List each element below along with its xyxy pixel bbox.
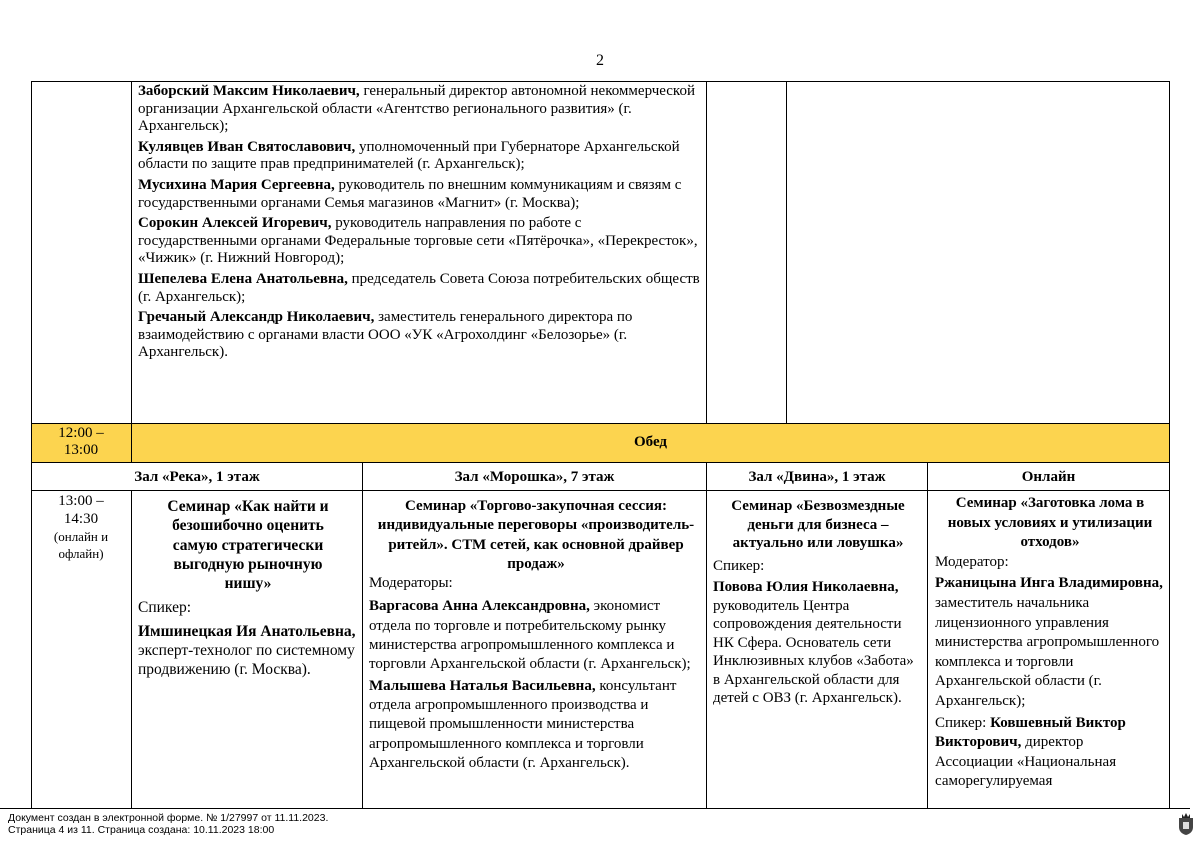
participant-entry: [138, 271, 704, 306]
seminar-dvina: [713, 497, 923, 708]
participant-entry: [138, 215, 704, 268]
lunch-label: Обед: [633, 434, 668, 450]
speaker-role: директор Ассоциации «Национальная саморегулируемая: [935, 734, 1117, 790]
seminar-title: Семинар «Как найти и безошибочно оценить самую стратегически выгодную рыночную нишу»: [167, 498, 329, 593]
participant-entry: [138, 139, 704, 174]
col-divider: [131, 81, 132, 424]
speaker: [713, 578, 923, 708]
speaker-name: Ковшевный Виктор Викторович,: [935, 714, 1126, 751]
speaker: [138, 622, 358, 680]
coat-of-arms-icon: [1177, 812, 1195, 836]
speaker-role: руководитель Центра сопровождения деятельности НК Сфера. Основатель сети Инклюзивных клубов «Забота» в Архангельской области для детей с ОВЗ (г. Архангельск).: [713, 597, 914, 706]
participant-role: руководитель по внешним коммуникациям и связям с государственными органами Семья магазинов «Магнит» (г. Москва);: [138, 176, 682, 211]
footer-page-line: Страница 4 из 11. Страница создана: 10.11.2023 18:00: [8, 824, 275, 836]
table-border-left: [31, 81, 32, 809]
col-divider: [706, 462, 707, 808]
lunch-time: 12:00 – 13:00: [58, 425, 104, 459]
participant-name: Кулявцев Иван Святославович,: [138, 138, 356, 155]
participant-name: Сорокин Алексей Игоревич,: [138, 215, 332, 232]
speaker-label: Спикер:: [138, 599, 192, 617]
speaker: [935, 714, 1165, 792]
moderator-role: консультант отдела агропромышленного производства и пищевой промышленности министерства агропромышленного комплекса и торговли Архангельской области (г. Архангельск).: [369, 677, 677, 771]
participant-role: председатель Совета Союза потребительских обществ (г. Архангельск);: [138, 270, 700, 305]
moderator: [369, 677, 703, 773]
seminar-title: Семинар «Заготовка лома в новых условиях и утилизации отходов»: [947, 495, 1153, 551]
seminar-online: [935, 494, 1165, 792]
page-number: 2: [596, 52, 604, 69]
moderator-name: Ржаницына Инга Владимировна,: [935, 575, 1163, 592]
participants-list: [138, 83, 704, 365]
seminar-title: Семинар «Торгово-закупочная сессия: индивидуальные переговоры «производитель-ритейл». СТМ сетей, как основной драйвер продаж»: [377, 498, 695, 572]
speaker-label: Спикер:: [935, 714, 987, 731]
col-divider: [706, 81, 707, 424]
moderator: [935, 574, 1165, 711]
participant-role: руководитель направления по работе с государственными органами Федеральные торговые сети «Пятёрочка», «Перекресток», «Чижик» (г. Нижний Новгород);: [138, 215, 698, 267]
seminar-reka: [138, 497, 358, 680]
moderator-name: Варгасова Анна Александровна,: [369, 598, 590, 615]
col-divider: [131, 490, 132, 808]
seminar-moroshka: [369, 497, 703, 773]
table-border-top: [31, 81, 1170, 82]
session-time-cell: [48, 492, 114, 562]
hall-header-moroshka: Зал «Морошка», 7 этаж: [454, 469, 615, 485]
moderator-name: Малышева Наталья Васильевна,: [369, 677, 596, 694]
seminar-title: Семинар «Безвозмездные деньги для бизнеса – актуально или ловушка»: [731, 498, 905, 551]
row-divider: [31, 423, 1170, 424]
moderator-label: Модератор:: [935, 553, 1009, 570]
col-divider: [927, 462, 928, 808]
participant-role: генеральный директор автономной некоммерческой организации Архангельской области «Агентство регионального развития» (г. Архангельск);: [138, 83, 695, 135]
footer-rule: [0, 808, 1190, 809]
speaker-name: Повова Юлия Николаевна,: [713, 579, 899, 595]
table-border-right: [1169, 81, 1170, 809]
speaker-name: Имшинецкая Ия Анатольевна,: [138, 622, 356, 640]
session-mode: (онлайн и офлайн): [53, 529, 109, 561]
hall-header-online: Онлайн: [1021, 469, 1076, 485]
moderator: [369, 597, 703, 674]
participant-role: заместитель генерального директора по взаимодействию с органами власти ООО «УК «Агрохолдинг «Белозорье» (г. Архангельск).: [138, 309, 633, 361]
moderator-role: заместитель начальника лицензионного управления министерства агропромышленного комплекса и торговли Архангельской области (г. Архангельск);: [935, 594, 1160, 709]
participant-entry: [138, 83, 704, 136]
hall-header-reka: Зал «Река», 1 этаж: [134, 469, 260, 485]
footer-doc-line: Документ создан в электронной форме. № 1/27997 от 11.11.2023.: [8, 812, 329, 824]
speaker-role: эксперт-технолог по системному продвижению (г. Москва).: [138, 642, 355, 679]
participant-entry: [138, 177, 704, 212]
session-time: 13:00 – 14:30: [58, 493, 104, 527]
participant-entry: [138, 309, 704, 362]
moderators-label: Модераторы:: [369, 575, 453, 592]
moderator-role: экономист отдела по торговле и потребительскому рынку министерства агропромышленного комплекса и торговли Архангельской области (г. Архангельск);: [369, 598, 691, 673]
speaker-label: Спикер:: [713, 557, 765, 574]
col-divider: [362, 462, 363, 808]
participant-name: Мусихина Мария Сергеевна,: [138, 176, 335, 193]
participant-name: Шепелева Елена Анатольевна,: [138, 270, 348, 287]
col-divider: [786, 81, 787, 424]
participant-role: уполномоченный при Губернаторе Архангельской области по защите прав предпринимателей (г. Архангельск);: [138, 138, 680, 173]
hall-header-dvina: Зал «Двина», 1 этаж: [748, 469, 886, 485]
participant-name: Гречаный Александр Николаевич,: [138, 309, 375, 326]
participant-name: Заборский Максим Николаевич,: [138, 83, 360, 99]
